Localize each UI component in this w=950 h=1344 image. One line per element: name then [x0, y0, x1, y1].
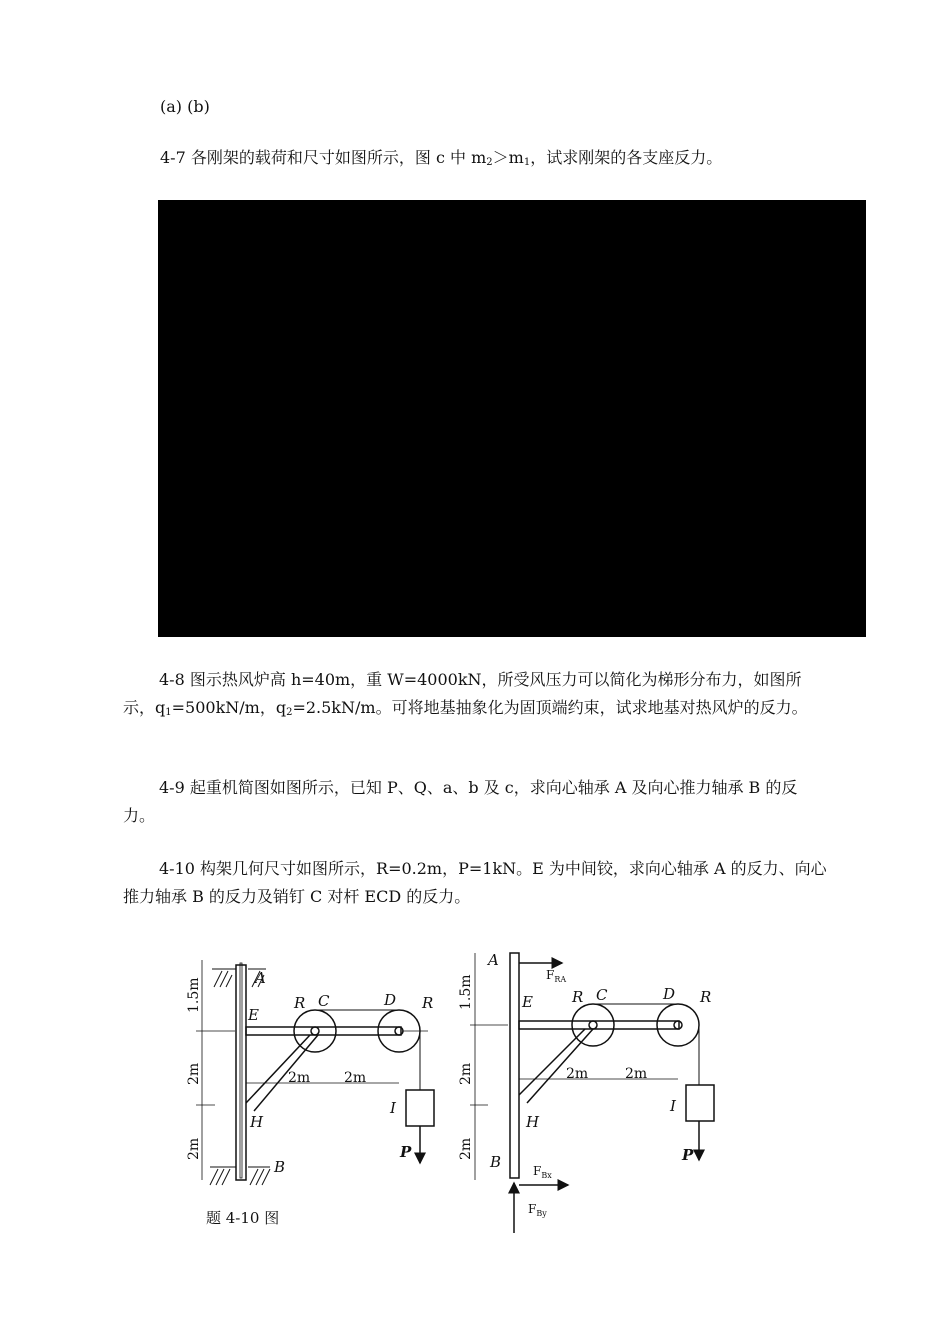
- label-i-r: I: [670, 1097, 676, 1115]
- right-diagram: [470, 953, 714, 1233]
- svg-text:FBy: [528, 1202, 547, 1218]
- force-fby-label: F: [528, 1202, 537, 1216]
- dim-2m-b: 2m: [344, 1070, 367, 1086]
- label-a-r: A: [488, 951, 499, 969]
- right-weight: [686, 1085, 714, 1121]
- dim-1-5m: 1.5m: [186, 977, 202, 1013]
- label-d: D: [384, 991, 397, 1009]
- redacted-figure: [158, 200, 866, 637]
- p48-text-b: =500kN/m，q: [171, 698, 287, 717]
- dim-1-5m-r: 1.5m: [458, 974, 474, 1010]
- right-pulley-d: [657, 1004, 699, 1046]
- p47-sub-2: 2: [486, 157, 493, 168]
- left-diagram: [196, 960, 434, 1185]
- p48-sub-2: 2: [286, 707, 293, 718]
- label-b-r: B: [490, 1153, 502, 1171]
- label-i: I: [390, 1099, 396, 1117]
- p48-sub-1: 1: [165, 707, 172, 718]
- dim-2m-a: 2m: [288, 1070, 311, 1086]
- svg-text:FRA: [546, 968, 566, 984]
- problem-4-8: [123, 666, 828, 727]
- label-h-r: H: [526, 1113, 540, 1131]
- label-h: H: [250, 1113, 264, 1131]
- problem-4-10: 4-10 构架几何尺寸如图所示，R=0.2m，P=1kN。E 为中间铰，求向心轴承 A 的反力、向心推力轴承 B 的反力及销钉 C 对杆 ECD 的反力。: [123, 859, 827, 906]
- p47-text-b: ＞m: [492, 148, 524, 167]
- label-d-r: D: [663, 985, 676, 1003]
- label-e-r: E: [522, 993, 533, 1011]
- dim-2m-h1: 2m: [186, 1062, 202, 1085]
- label-a: A: [255, 969, 266, 987]
- dim-2m-a-r: 2m: [566, 1066, 589, 1082]
- left-weight: [406, 1090, 434, 1126]
- p47-text-c: ，试求刚架的各支座反力。: [530, 148, 723, 167]
- right-shaft: [510, 953, 519, 1178]
- force-fby-sub: By: [536, 1209, 547, 1218]
- label-p-r: P: [682, 1146, 694, 1164]
- right-beam: [519, 1021, 679, 1029]
- figure-caption: 题 4-10 图: [206, 1209, 280, 1227]
- figure-4-10-svg: [170, 935, 745, 1240]
- force-labels: [528, 968, 566, 1218]
- dim-2m-b-r: 2m: [625, 1066, 648, 1082]
- dim-2m-h2: 2m: [186, 1137, 202, 1160]
- label-e: E: [248, 1006, 259, 1024]
- label-c-r: C: [596, 986, 608, 1004]
- left-labels: [186, 969, 433, 1227]
- label-r2: R: [422, 994, 434, 1012]
- force-fra-label: F: [546, 968, 555, 982]
- dim-2m-h2-r: 2m: [458, 1137, 474, 1160]
- left-shaft: [236, 965, 246, 1180]
- dim-2m-h1-r: 2m: [458, 1062, 474, 1085]
- label-p: P: [400, 1143, 412, 1161]
- left-pulley-c: [294, 1010, 336, 1052]
- svg-text:FBx: [533, 1164, 552, 1180]
- subfigure-labels: (a) (b): [160, 97, 210, 116]
- force-fbx-sub: Bx: [541, 1171, 552, 1180]
- label-b: B: [274, 1158, 286, 1176]
- p48-text-a: 4-8 图示热风炉高 h=40m，重 W=4000kN，所受风压力可以简化为梯形分布力，如图所示，q: [123, 670, 802, 717]
- p47-text-a: 4-7 各刚架的载荷和尺寸如图所示，图 c 中 m: [160, 148, 487, 167]
- force-fra-sub: RA: [554, 975, 567, 984]
- p47-sub-1: 1: [523, 157, 531, 168]
- label-r2-r: R: [700, 988, 712, 1006]
- figure-4-10: [170, 935, 745, 1240]
- label-c: C: [318, 992, 330, 1010]
- problem-4-7: [160, 148, 722, 173]
- p48-text-c: =2.5kN/m。可将地基抽象化为固顶端约束，试求地基对热风炉的反力。: [292, 698, 808, 717]
- right-pulley-c: [572, 1004, 614, 1046]
- force-fbx-label: F: [533, 1164, 542, 1178]
- label-r1: R: [294, 994, 306, 1012]
- problem-4-9: 4-9 起重机简图如图所示，已知 P、Q、a、b 及 c，求向心轴承 A 及向心推力轴承 B 的反力。: [123, 778, 798, 825]
- right-labels: [458, 951, 711, 1171]
- label-r1-r: R: [572, 988, 584, 1006]
